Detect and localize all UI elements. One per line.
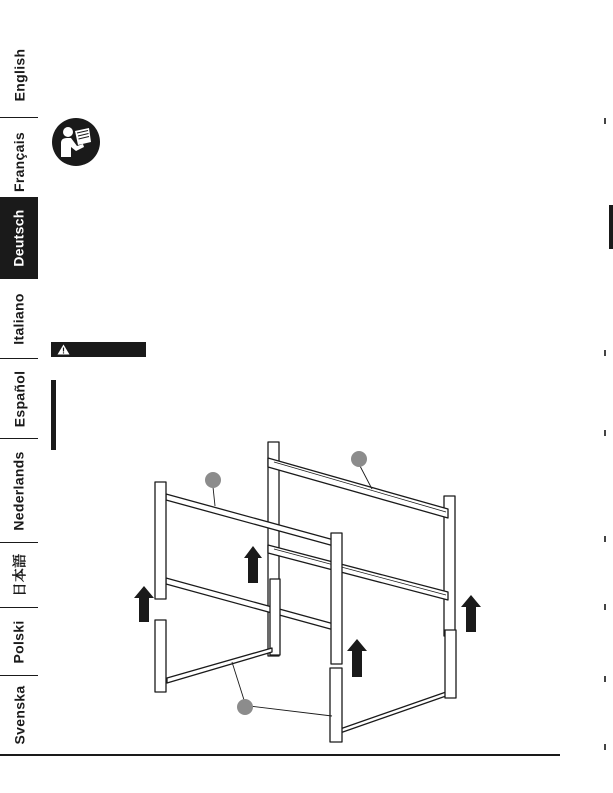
warning-triangle-icon [57, 344, 70, 355]
lang-tab-francais[interactable] [0, 118, 38, 206]
lower-back-left-leg [270, 579, 280, 655]
arrow-up-icon [134, 586, 154, 622]
part-callout [237, 699, 253, 715]
lang-tab-japanese[interactable] [0, 543, 38, 608]
lower-back-right-leg [445, 630, 456, 698]
lower-front-left-leg [155, 620, 166, 692]
lang-tab-svenska[interactable] [0, 676, 38, 753]
front-top-rail [166, 494, 334, 546]
crop-mark [604, 118, 606, 124]
lang-tab-nederlands[interactable] [0, 439, 38, 543]
lang-tab-label: Français [11, 131, 27, 192]
front-right-post [331, 533, 342, 664]
assembly-illustration [120, 430, 500, 760]
crop-mark [604, 536, 606, 542]
crop-mark [604, 430, 606, 436]
lower-front-rail [340, 692, 446, 733]
lang-tab-polski[interactable] [0, 608, 38, 676]
language-tabs [0, 33, 38, 753]
lang-tab-label: Español [11, 370, 27, 427]
crop-mark [604, 604, 606, 610]
footer-rule [0, 754, 560, 756]
arrow-up-icon [461, 595, 481, 632]
lower-front-right-leg [330, 668, 342, 742]
part-callout [205, 472, 221, 488]
lang-tab-english[interactable] [0, 33, 38, 118]
read-manual-icon [51, 117, 101, 167]
lang-tab-label: Svenska [11, 685, 28, 744]
crop-mark [604, 744, 606, 750]
crop-mark [604, 350, 606, 356]
lower-left-rail [167, 648, 272, 683]
back-mid-rail [268, 545, 448, 600]
lang-tab-label: Deutsch [11, 208, 27, 267]
arrow-up-icon [244, 546, 262, 583]
arrow-up-icon [347, 639, 367, 677]
lang-tab-label: English [11, 48, 28, 102]
note-marker-bar [51, 380, 56, 450]
lang-tab-label: 日本語 [11, 553, 27, 597]
crop-mark [604, 676, 606, 682]
part-callout [351, 451, 367, 467]
lang-tab-label: Polski [11, 619, 28, 664]
lang-tab-label: Nederlands [11, 450, 27, 531]
front-mid-rail [166, 578, 334, 630]
crop-bar [609, 205, 613, 249]
warning-bar [51, 342, 146, 357]
lang-tab-deutsch[interactable] [0, 197, 38, 279]
lang-tab-italiano[interactable] [0, 279, 38, 359]
back-top-rail [268, 458, 448, 518]
front-left-post [155, 482, 166, 599]
lang-tab-espanol[interactable] [0, 359, 38, 439]
lang-tab-label: Italiano [11, 292, 28, 345]
